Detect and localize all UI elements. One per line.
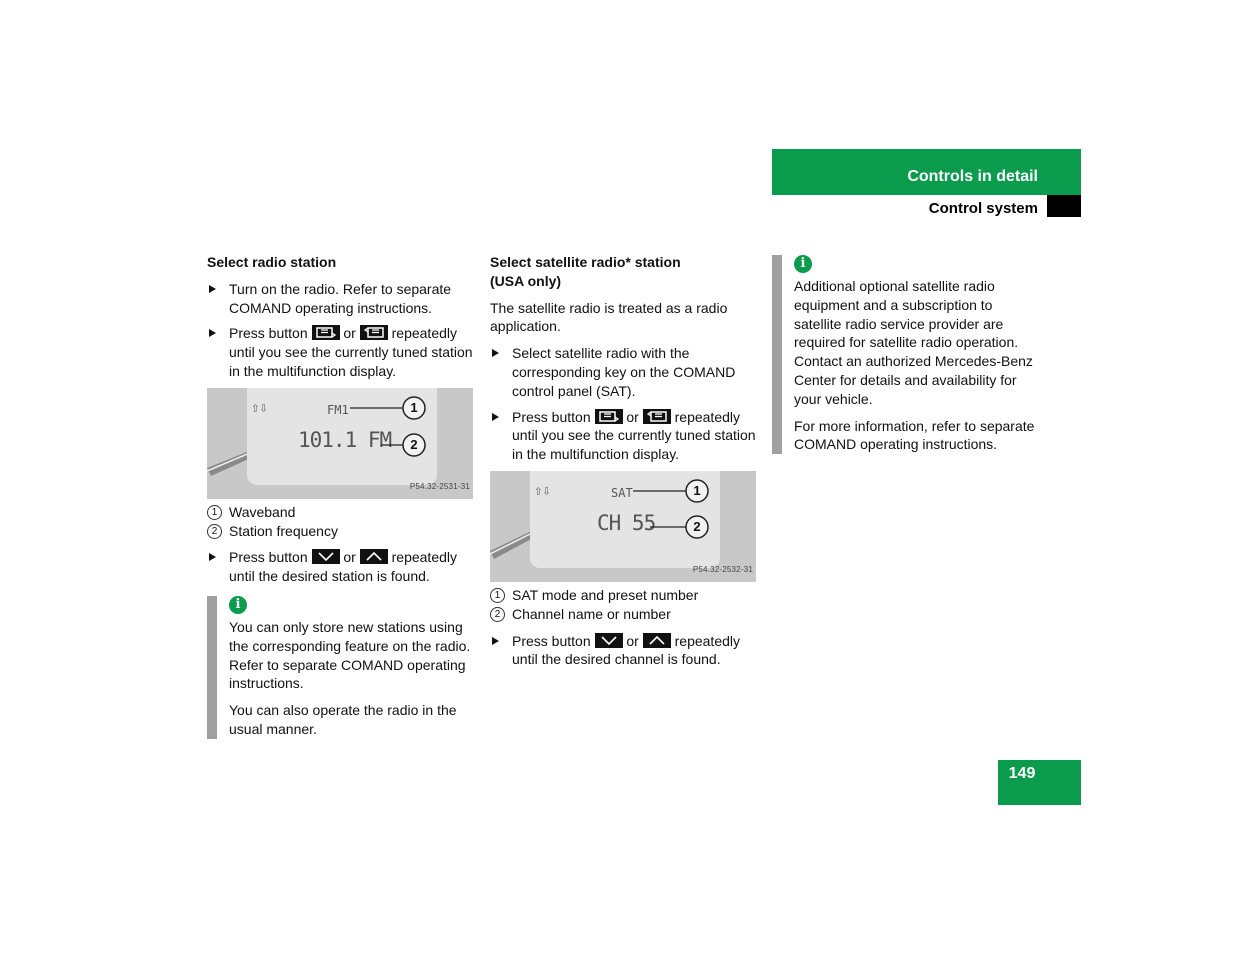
up-down-arrows-icon: ⇧⇩ <box>251 399 268 416</box>
bullet-turn-on-radio: Turn on the radio. Refer to separate COMAND operating instructions. <box>207 280 473 318</box>
frequency-label: 101.1 FM <box>298 427 392 452</box>
info-text: Additional optional satellite radio equipment and a subscription to satellite radio service provider are required for satellite radio operation. Contact an authorized Mercedes-Benz Center for details and availability for your vehicle. <box>794 278 1033 407</box>
info-text: You can also operate the radio in the usual manner. <box>229 702 457 737</box>
section-title: Controls in detail <box>907 168 1038 185</box>
chevron-up-icon <box>643 633 671 648</box>
callout-2: 2 <box>410 436 418 452</box>
display-prev-icon <box>595 409 623 424</box>
column-radio-station <box>207 253 473 747</box>
header-marker <box>1047 195 1081 217</box>
intro-text: The satellite radio is treated as a radio application. <box>490 299 728 335</box>
channel-label: CH 55 <box>597 510 656 535</box>
info-text: For more information, refer to separate COMAND operating instructions. <box>794 417 1035 453</box>
waveband-label: FM1 <box>327 402 349 417</box>
page-number: 149 <box>1008 765 1036 782</box>
heading-select-radio: Select radio station <box>207 254 337 270</box>
chevron-down-icon <box>595 633 623 648</box>
callout-2: 2 <box>693 518 701 534</box>
heading-select-satellite: Select satellite radio* station (USA only) <box>490 254 681 289</box>
figure-code: P54.32-2532-31 <box>692 565 753 575</box>
column-satellite-radio <box>490 253 756 676</box>
info-bar <box>772 255 782 454</box>
display-prev-icon <box>312 325 340 340</box>
info-box <box>772 255 1040 454</box>
info-bar <box>207 596 217 739</box>
bullet-press-arrow-buttons: Press button or repeatedly until the desired station is found. <box>207 548 473 586</box>
sat-display-figure <box>490 471 756 582</box>
info-icon: i <box>229 596 247 614</box>
info-box <box>207 596 473 739</box>
callout-1: 1 <box>693 482 701 498</box>
bullet-press-display-buttons: Press button or repeatedly until you see the currently tuned station in the multifunction display. <box>207 324 473 380</box>
chevron-down-icon <box>312 549 340 564</box>
fm-display-figure <box>207 388 473 499</box>
legend-item: 2 Channel name or number <box>490 605 756 624</box>
legend-item: 2 Station frequency <box>207 522 473 541</box>
bullet-select-satellite: Select satellite radio with the corresponding key on the COMAND control panel (SAT). <box>490 344 756 400</box>
legend-item: 1 Waveband <box>207 503 473 522</box>
bullet-press-display-buttons: Press button or repeatedly until you see the currently tuned station in the multifunction display. <box>490 408 756 464</box>
chevron-up-icon <box>360 549 388 564</box>
subsection-title: Control system <box>928 200 1038 217</box>
info-text: You can only store new stations using the corresponding feature on the radio. Refer to separate COMAND operating instructions. <box>229 618 471 692</box>
bullet-press-arrow-buttons: Press button or repeatedly until the desired channel is found. <box>490 632 756 670</box>
sat-mode-label: SAT <box>611 485 633 500</box>
display-next-icon <box>360 325 388 340</box>
display-next-icon <box>643 409 671 424</box>
info-icon: i <box>794 255 812 273</box>
legend-item: 1 SAT mode and preset number <box>490 586 756 605</box>
column-info <box>772 253 1040 462</box>
figure-code: P54.32-2531-31 <box>409 481 470 491</box>
callout-1: 1 <box>410 399 418 415</box>
up-down-arrows-icon: ⇧⇩ <box>534 482 551 499</box>
